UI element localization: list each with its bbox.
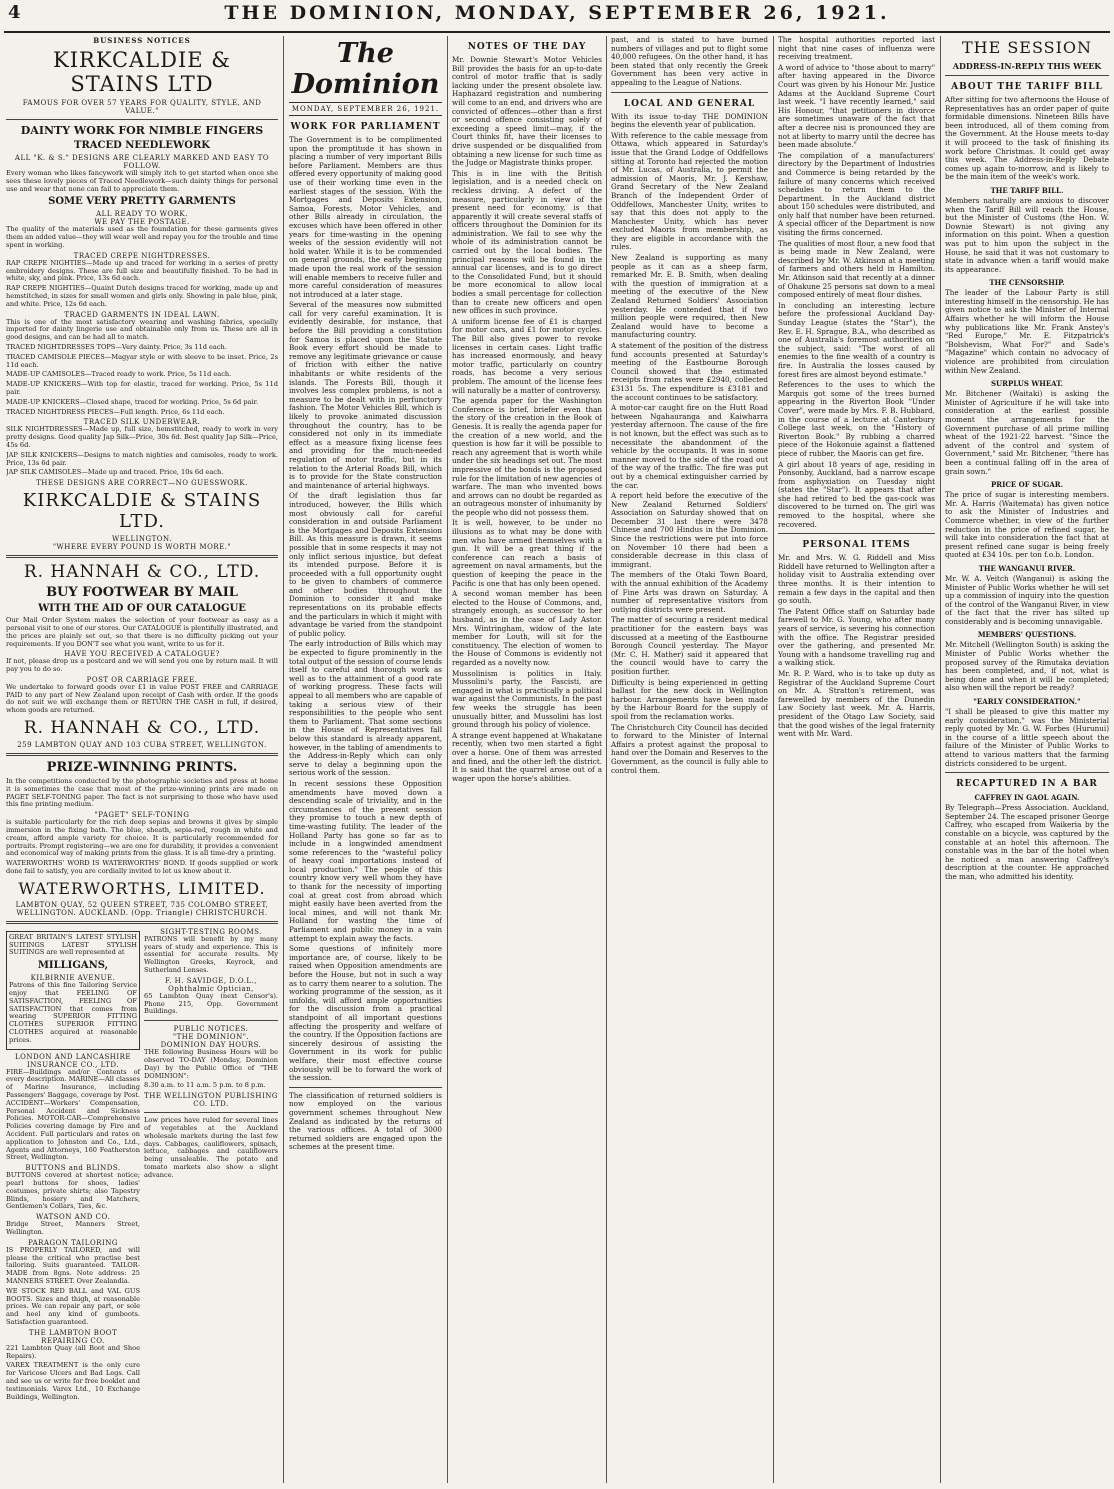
article-paragraph: Members naturally are anxious to discover when the Tariff Bill will reach the House, but the Minister of Customs (the Hon. W. Downie Stewart) is not giving any information on this point. When a question was put to him upon the subject in the House, he said that it was not customary to state in advance when a tariff would make its appearance. (945, 195, 1109, 274)
article-paragraph: Several of the measures now submitted call for very careful examination. It is evidently desirable, for instance, that before the Bill providing a constitution for Samoa is placed upon the Statute Book every effort should be made to remove any legitimate grievance or cause of friction with either the native inhabitants or white residents of the islands. The Forests Bill, though it involves less complex problems, is not a measure to be dealt with in perfunctory fashion. The Motor Vehicles Bill, which is likely to provoke animated discussion throughout the country, has to be considered not only in its immediate effect as a measure fixing license fees and providing for the much-needed regulation of motor traffic, but in its relation to the Arterial Roads Bill, which is to provide for the State construction and maintenance of arterial highways. (289, 300, 442, 490)
tariff-heading: ABOUT THE TARIFF BILL (951, 82, 1103, 92)
notes-column (452, 36, 602, 1483)
hannah-title-2: R. HANNAH & CO., LTD. (23, 718, 261, 739)
buttons-heading: BUTTONS and BLINDS. (25, 1164, 121, 1173)
ad-paragraph: Low prices have ruled for several lines of vegetables at the Auckland wholesale markets during the last few days. Cabbages, cauliflowers, spinach, lettuce, cabbages and cauliflowers being unsaleable. The potato and tomato markets also show a slight advance. (144, 1116, 278, 1179)
subheading: TRACED GARMENTS IN IDEAL LAWN. (64, 310, 220, 319)
column-rule (606, 36, 607, 1483)
subheading: THE TARIFF BILL. (990, 185, 1064, 195)
ad-paragraph: is suitable particularly for the rich deep sepias and browns it gives by simple immersion in the fixing bath. The blue, sheath, sepia-red, rough in white and cream, afford ample variety for choice. It is particularly recommended for portraits. Prompt registering—we are one for durability, it provides a convenient and economical way of making prints from the glass. It is all time-dry a printing. (6, 818, 278, 858)
ad-paragraph: THE following Business Hours will be observed TO-DAY (Monday, Dominion Day) by the Public Office of "THE DOMINION": (144, 1048, 278, 1080)
ad-item: RAP CREPE NIGHTIES—Made up and traced for working in a series of pretty embroidery designs. These are full size and beautifully finished. To be had in white, sky, and pink. Price, 13s 6d each. (6, 258, 278, 283)
subheading: THE WANGANUI RIVER. (978, 563, 1076, 573)
subheading: TRACED SILK UNDERWEAR. (83, 418, 201, 427)
notes-heading: NOTES OF THE DAY (467, 42, 587, 52)
article-paragraph: In concluding an interesting lecture before the professional Auckland Day-Sunday League (states the "Star"), the Rev. E. H. Sprague, B.A., who described as one of Australia's foremost authorities on the subject, said: "The worst of all enemies to the fine wealth of a country is fire. In Australia the losses caused by forest fires are almost beyond estimate." (778, 300, 935, 379)
subheading: PRICE OF SUGAR. (990, 480, 1064, 490)
article-paragraph: The Government is to be complimented upon the promptitude it has shown in placing a number of very important Bills before Parliament. Members are thus offered every opportunity of making good use of their working time even in the earliest stages of the session. With the Mortgages and Deposits Extension, Samoa, Forests, Motor Vehicles, and other Bills already in circulation, the excuses which have been offered in other years for time-wasting in the opening weeks of the session evidently will not hold water. While it is to be commended on general grounds, the early beginning made upon the real work of the session will enable members to receive fuller and more careful consideration of measures not introduced at a later stage. (289, 135, 442, 299)
waterworths-addresses: LAMBTON QUAY, 52 QUEEN STREET, 735 COLOMBO STREET, (15, 900, 269, 909)
article-paragraph: By Telegraph—Press Association. Auckland, September 24. The escaped prisoner George Caffrey, who escaped from Waikeria by the constable on a bicycle, was captured by the constable at an hotel this afternoon. The constable was in the bar of the hotel when he noticed a man answering Caffrey's description at the counter. He approached the man, who admitted his identity. (945, 803, 1109, 881)
divider (6, 555, 278, 558)
article-paragraph: Of the draft legislation thus far introduced, however, the Bills which most obviously call for careful consideration in and outside Parliament is the Mortgages and Deposits Extension Bill. As this measure is drawn, it seems possible that in some respects it may not only inflict serious injustice, but defeat its intended purpose. Before it is proceeded with a full opportunity ought to be given to chambers of commerce and other bodies throughout the Dominion to consider it and make representations on its probable effects and the particulars in which it might with advantage be varied from the standpoint of public policy. (289, 491, 442, 638)
address-reply-subhead: ADDRESS-IN-REPLY THIS WEEK (952, 61, 1102, 71)
subheading: POST OR CARRIAGE FREE. (86, 675, 198, 684)
worth-more-slogan: "WHERE EVERY POUND IS WORTH MORE." (52, 543, 232, 552)
lambton-boot-title: THE LAMBTON BOOT REPAIRING CO. (28, 1328, 118, 1345)
ad-paragraph: We undertake to forward goods over £1 in value POST FREE and CARRIAGE PAID to any part of New Zealand upon receipt of Cash with order. If the goods do not suit we will exchange them or RETURN THE CASH in full, if desired, whom goods are returned. (6, 682, 278, 715)
divider (6, 119, 278, 120)
ad-item: RAP CREPE NIGHTIES—Quaint Dutch designs traced for working, made up and hemstitched, in sizes for small women and girls only. Showing in pale blue, pink, and white. Price, 12s 6d each. (6, 284, 278, 308)
top-rule (4, 31, 1110, 33)
masthead (0, 0, 1114, 30)
article-paragraph: Mr. Mitchell (Wellington South) is asking the Minister of Public Works whether the proposed survey of the Rimutaka deviation has been completed, and, if not, what is being done and when it will be completed; also when will the report be ready? (945, 640, 1109, 693)
dominion-label: "THE DOMINION". (172, 1033, 250, 1042)
ad-paragraph: 221 Lambton Quay (all Boot and Shoe Repairs). (6, 1343, 140, 1360)
ad-item: MADE-UP KNICKERS—With top for elastic, traced for working. Price, 5s 11d pair. (6, 380, 278, 396)
article-paragraph: Some questions of infinitely more importance are, of course, likely to be raised when Opposition amendments are before the House, but not in such a way as to carry them nearer to a solution. The working programme of the session, as it unfolds, will afford ample opportunities for the discussion from a practical standpoint of all important questions affecting the prosperity and welfare of the country. If the Opposition factions are sincerely desirous of assisting the Government in its work for public welfare, their most effective course obviously will be to forward the work of the session. (289, 944, 442, 1083)
editorial-heading: WORK FOR PARLIAMENT (290, 122, 441, 132)
ad-item: JAP SILK CAMISOLES—Made up and traced. Price, 10s 6d each. (6, 468, 224, 477)
subheading: SURPLUS WHEAT. (991, 379, 1063, 389)
session-column (945, 36, 1109, 1483)
article-paragraph: Mr. and Mrs. W. G. Riddell and Miss Riddell have returned to Wellington after a holiday visit to Australia extending over three months. It is their intention to remain a few days in the capital and then go south. (778, 553, 935, 606)
column-rule (940, 36, 941, 1483)
article-paragraph: The agenda paper for the Washington Conference is brief, briefer even than the story of the creation in the Book of Genesis. It is really the agenda paper for the creation of a new world, and the question is how far it will be possible to reach any agreement that is worth while under the six headings set out. The most impressive of the bonds is the proposed rule for the limitation of new agencies of warfare. The man who invented bows and arrows can no doubt be regarded as an outrageous monster of inhumanity by the people who did not possess them. (452, 396, 602, 517)
article-paragraph: The members of the Otaki Town Board, with the annual exhibition of the Academy of Fine Arts was drawn on Saturday. A number of representative visitors from outlying districts were present. (611, 570, 768, 614)
public-notices-heading: PUBLIC NOTICES. (173, 1025, 249, 1034)
ad-paragraph: The quality of the materials used as the foundation for these garments gives them an added value—they will wear well and repay you for the trouble and time spent in working. (6, 225, 278, 249)
article-paragraph: The matter of securing a resident medical practitioner for the eastern bays was discussed at a meeting of the Eastbourne Borough Council yesterday. The Mayor (Mr. C. H. Mather) said it appeared that the council would have to carry the position further. (611, 615, 768, 676)
article-paragraph: A word of advice to "those about to marry" after having appeared in the Divorce Court was given by his Honour Mr. Justice Adams at the Auckland Supreme Court last week. "I have recently learned," said His Honour, "that petitioners in divorce are sometimes unaware of the fact that after a decree nisi is pronounced they are not at liberty to marry until the decree has been made absolute." (778, 62, 935, 150)
dominion-masthead: The Dominion (291, 38, 440, 100)
ad-paragraph: This is one of the most satisfactory wearing and washing fabrics, specially imported for dainty lingerie use and obtainable only from us. These are all in good designs, and can be had all to match. (6, 317, 278, 342)
hours-times: 8.30 a.m. to 11 a.m. 5 p.m. to 8 p.m. (144, 1081, 266, 1090)
newspaper-title: THE DOMINION, MONDAY, SEPTEMBER 26, 1921. (224, 2, 890, 24)
news-column (778, 36, 935, 1483)
ad-paragraph: In the competitions conducted by the photographic societies and press at home it is sometimes the case that most of the prize-winning prints are made on PAGET SELF-TONING paper. The fact is not surprising to those who have used this fine printing medium. (6, 777, 278, 809)
two-up-ads (6, 928, 278, 1403)
divider (945, 772, 1109, 773)
divider (6, 753, 278, 756)
divider (611, 92, 768, 93)
article-paragraph: A second woman member has been elected to the House of Commons, and, strangely enough, as successor to her husband, as in the case of Lady Astor. Mrs. Wintringham, widow of the late member for Louth, will sit for the constituency. The election of women to the House of Commons is evidently not regarded as a novelty now. (452, 589, 602, 667)
article-paragraph: It is well, however, to be under no illusions as to what may be done with men who have armed themselves with a gun. It will be a great thing if the conference can reach a basis of agreement on naval armaments, but the question of keeping the peace in the Pacific is one that has only been opened. (452, 518, 602, 588)
hours-heading: DOMINION DAY HOURS. (160, 1041, 262, 1050)
editorial-column (289, 36, 442, 1483)
article-paragraph: A motor-car caught fire on the Hutt Road between Ngahauranga and Kaiwharra yesterday afternoon. The cause of the fire is not known, but the effect was such as to necessitate the abandonment of the vehicle by the occupants. It was in some manner moved to the side of the road out of the way of the traffic. The fire was put out by a chemical extinguisher carried by the car. (611, 403, 768, 490)
article-paragraph: The classification of returned soldiers is now employed on the various government schemes throughout New Zealand as indicated by the returns of the various offices. A total of 3000 returned soldiers are engaged upon the schemes at the present time. (289, 1090, 442, 1152)
article-paragraph: A girl about 18 years of age, residing in Ponsonby, Auckland, had a narrow escape from asphyxiation on Tuesday night (states the "Star"). It appears that after she had retired to bed the gas-cock was discovered to be turned on. The girl was removed to the hospital, where she recovered. (778, 459, 935, 529)
ad-paragraph: Our Mail Order System makes the selection of your footwear as easy as a personal visit to one of our stores. Our CATALOGUE is plentifully illustrated, and the prices are plainly set out, so that there is no difficulty picking out your requirements. If you DON'T see what you want, write to us for it. (6, 616, 278, 648)
ad-item: TRACED CAMISOLE PIECES—Magyar style or with sleeve to be inset. Price, 2s 11d each. (6, 352, 278, 369)
article-paragraph: Mr. W. A. Veitch (Wanganui) is asking the Minister of Public Works whether he will set up a commission of inquiry into the question of the control of the Wanganui River, in view of the fact that the river has silted up considerably and is becoming unnavigable. (945, 573, 1109, 626)
divider (6, 921, 278, 924)
pretty-garments-heading: SOME VERY PRETTY GARMENTS (48, 196, 236, 208)
article-paragraph: The price of sugar is interesting members. Mr. A. Harris (Waitemata) has given notice to ask the Minister of Industries and Commerce whether, in view of the further reduction in the price of refined sugar, he will take into consideration the fact that at present refined cane sugar is being freely quoted at £34 10s. per ton f.o.b. London. (945, 490, 1109, 560)
paragon-title: PARAGON TAILORING (28, 1238, 118, 1247)
local-column (611, 36, 768, 1483)
article-paragraph: The Patent Office staff on Saturday bade farewell to Mr. G. Young, who after many years of service, is severing his connection with the office. The Registrar presided over the gathering, and presented Mr. Young with a handsome travelling rug and a walking stick. (778, 606, 935, 668)
milligans-title: MILLIGANS, (37, 960, 109, 972)
waterworths-title: WATERWORTHS, LIMITED. (18, 878, 266, 898)
ad-item: SILK NIGHTDRESSES—Made up, full size, hemstitched, ready to work in very pretty designs. Good quality Jap Silk—Price, 30s 6d. Best quality Jap Silk—Price, 45s 6d. (6, 425, 278, 449)
left-ads (6, 928, 140, 1403)
kirkcaldie-title: KIRKCALDIE & STAINS LTD (53, 48, 231, 96)
article-paragraph: With its issue to-day THE DOMINION begins the eleventh year of publication. (611, 111, 768, 130)
article-paragraph: A uniform license fee of £1 is charged for motor cars, and £1 for motor cycles. The Bill also gives power to revoke licenses in certain cases. Light traffic has increased enormously, and heavy motor traffic, particularly on country roads, has become a very serious problem. The amount of the license fees will naturally be a matter of controversy. (452, 316, 602, 395)
subheading: "PAGET" SELF-TONING (94, 811, 190, 820)
ad-paragraph: VAREX TREATMENT is the only cure for Varicose Ulcers and Bad Legs. Call and see us or write for free booklet and testimonials. Varex Ltd., 10 Exchange Buildings, Wellington. (6, 1361, 140, 1401)
article-paragraph: Mr. R. P. Ward, who is to take up duty as Registrar of the Auckland Supreme Court on Mr. A. Stratton's retirement, was farewelled by members of the Dunedin Law Society last week. Mr. A. Harris, president of the Otago Law Society, said that the good wishes of the legal fraternity went with Mr. Ward. (778, 668, 935, 739)
ad-paragraph: FIRE—Buildings and/or Contents of every description. MARINE—All classes of Marine Insurance, including Passengers' Baggage, coverage by Post. ACCIDENT—Workers' Compensation, Personal Accident and Sickness Policies. MOTOR-CAR—Comprehensive Policies covering damage by Fire and Accident. Full particulars and rates on application to Johnston and Co., Ltd., Agents and Attorneys, 160 Featherston Street, Wellington. (6, 1067, 140, 1162)
dainty-heading: DAINTY WORK FOR NIMBLE FINGERS (20, 124, 264, 137)
milligans-ad (6, 931, 140, 1050)
subheading: THE CENSORSHIP. (989, 278, 1065, 288)
subheading: TRACED CREPE NIGHTDRESSES. (73, 251, 211, 260)
article-paragraph: The early introduction of Bills which may be expected to figure prominently in the total output of the session of course lends itself to careful and thorough work as well as to the attainment of a good rate of working progress. These facts will appeal to all members who are capable of taking a serious view of their responsibilities to the people who sent them to Parliament. That some sections in the House of Representatives fall below this standard is already apparent, however, in the tabling of amendments to the Address-in-Reply which can only serve to delay a beginning upon the serious work of the session. (289, 639, 442, 778)
divider (289, 1087, 442, 1088)
kirkcaldie-tagline: FAMOUS FOR OVER 57 YEARS FOR QUALITY, STYLE, AND VALUE." (22, 99, 262, 115)
ad-paragraph: GREAT BRITAIN'S LATEST STYLISH SUITINGS LATEST STYLISH SUITINGS are well represented at (9, 932, 137, 957)
ad-item: TRACED NIGHTDRESSES TOPS—Very dainty. Price, 3s 11d each. (6, 342, 227, 351)
article-paragraph: Mr. Downie Stewart's Motor Vehicles Bill provides the basis for an up-to-date control of motor traffic that is sadly lacking under the present obsolete law. Haphazard registration and numbering will come to an end, and drivers who are convicted of offences—other than a first or second offence consisting solely of exceeding a speed limit—may, if the Court thinks fit, have their licenses to drive suspended or be disqualified from obtaining a new license for such time as the Judge or Magistrate thinks proper. (452, 55, 602, 168)
ad-item: MADE-UP CAMISOLES—Traced ready to work. Price, 5s 11d each. (6, 370, 232, 379)
article-paragraph: In recent sessions these Opposition amendments have moved down a descending scale of triviality, and in the circumstances of the present session they promise to touch a new depth of time-wasting futility. The leader of the Holland Party has gone so far as to include in a longwinded amendment some references to the "wasteful policy of heavy coal importations instead of local production." The people of this country know very well whom they have to thank for the necessity of importing coal at great cost from abroad which might easily have been averted from the local mines, and will not thank Mr. Holland for wasting the time of Parliament and public money in a vain attempt to explain away the facts. (289, 778, 442, 943)
subheading: THESE DESIGNS ARE CORRECT—NO GUESSWORK. (36, 479, 248, 488)
column-rule (447, 36, 448, 1483)
divider (778, 533, 935, 534)
article-paragraph: The leader of the Labour Party is still interesting himself in the censorship. He has given notice to ask the Minister of Internal Affairs whether he will inform the House why publications like Mr. Frank Anstey's "Red Europe," Mr. E. Fitzpatrick's "Bolshevism, What For?" and Sade's "Magazine" which contain no advocacy of violence are prohibited from circulation within New Zealand. (945, 288, 1109, 375)
article-paragraph: References to the uses to which the Marquis got some of the trees burned appearing in the Riverton Book "Under Cover", were made by Mrs. F. B. Hubbard, in the course of a lecture at Canterbury College last week, on the "History of Riverton Book." By rubbing a charred piece of the Hokonuie against a flattened piece of rubber, the Maoris can get fire. (778, 380, 935, 458)
wellington-label: WELLINGTON. (112, 535, 172, 544)
london-heading: LONDON AND LANCASHIRE INSURANCE CO., LTD. (14, 1052, 132, 1069)
ready-to-work: ALL READY TO WORK. (96, 210, 188, 219)
article-paragraph: A strange event happened at Whakatane recently, when two men started a fight over a horse. One of them was arrested and fined, and the other left the district. It is said that the quarrel arose out of a wager upon the horse's abilities. (452, 730, 602, 783)
catalogue-heading: WITH THE AID OF OUR CATALOGUE (38, 603, 246, 615)
dateline: MONDAY, SEPTEMBER 26, 1921. (289, 102, 442, 116)
business-notices-label: BUSINESS NOTICES (93, 36, 191, 45)
page-number: 4 (8, 2, 21, 23)
ad-item: MADE-UP KNICKERS—Closed shape, traced for working. Price, 5s 6d pair. (6, 397, 259, 406)
traced-needlework-heading: TRACED NEEDLEWORK (74, 140, 210, 151)
hannah-address: 259 LAMBTON QUAY AND 103 CUBA STREET, WELLINGTON. (17, 741, 267, 750)
column-rule (283, 36, 284, 1483)
prize-heading: PRIZE-WINNING PRINTS. (46, 760, 238, 776)
article-paragraph: A statement of the position of the distress fund accounts presented at Saturday's meeting of the Eastbourne Borough Council showed that the estimated receipts from rates were £2940, collected £3131 5s. The expenditure is £3181 and the account continues to be satisfactory. (611, 341, 768, 402)
advertisement-column (6, 36, 278, 1483)
article-paragraph: This is in line with the British legislation, and is a needed check on reckless driving. A defect of the measure, particularly in view of the present need for economy, is that apparently it will create several staffs of officers throughout the Dominion for its administration. We fail to see why the whole of its administration cannot be carried out by the local bodies. The principal reasons will be found in the annual car licenses, and is to go direct to the Consolidated Fund, but it should be more economical to allow local bodies a small percentage for collection than to create new officers and open new offices in such province. (452, 168, 602, 316)
article-paragraph: The Christchurch City Council has decided to forward to the Minister of Internal Affairs a protest against the proposal to hand over the Domain and Reserves to the Government, as the council is fully able to control them. (611, 722, 768, 775)
watson-title: WATSON AND CO. (36, 1213, 110, 1222)
recaptured-heading: RECAPTURED IN A BAR (956, 779, 1098, 790)
ad-paragraph: WATERWORTHS' WORD IS WATERWORTHS' BOND. If goods supplied or work done fail to satisfy, you are cordially invited to let us know about it. (6, 859, 278, 876)
personal-heading: PERSONAL ITEMS (802, 540, 911, 551)
subheading: "EARLY CONSIDERATION." (973, 697, 1081, 707)
ad-paragraph: WE STOCK RED BALL and VAL GUS BOOTS. Sizes and thigh, at reasonable prices. We can repair any part, or sole and heel any kind of gumboots. Satisfaction guaranteed. (6, 1286, 140, 1326)
ad-paragraph: 65 Lambton Quay (next Censor's). Phone 215, Opp. Government Buildings. (144, 991, 278, 1016)
ad-paragraph: IS PROPERLY TAILORED, and will please the critical who practise best tailoring. Suits guaranteed. TAILOR-MADE from 8gns. Note address: 25 MANNERS STREET. Over Zealandia. (6, 1245, 140, 1285)
article-paragraph: past, and is stated to have burned numbers of villages and put to flight some 40,000 refugees. On the other hand, it has been stated that only recently the Greek Government has been very active in appealing to the League of Nations. (611, 36, 768, 87)
divider (144, 1020, 278, 1021)
ad-paragraph: Every woman who likes fancywork will simply itch to get started when once she sees these lovely pieces of Traced Needlework—such dainty things for personal use and wear that none can fail to appreciate them. (6, 169, 278, 193)
savidge-name: F. H. SAVIDGE, D.O.L., (164, 976, 258, 985)
subheading: HAVE YOU RECEIVED A CATALOGUE? (64, 650, 220, 659)
article-paragraph: Mr. Bitchener (Waitaki) is asking the Minister of Agriculture if he will take into consideration at the earliest possible moment the arrangements for the Government purchase of all prime milling wheat of the 1921-22 harvest. "Since the advent of the control and system of Government," said Mr. Bitchener, "there has been a continual falling off in the area of grain sown." (945, 389, 1109, 476)
article-paragraph: "I shall be pleased to give this matter my early consideration," was the Ministerial reply quoted by Mr. G. W. Forbes (Hurunui) in the course of a little speech about the failure of the Minister of Public Works to attend to various matters that the farming districts considered to be urgent. (945, 707, 1109, 768)
article-paragraph: Difficulty is being experienced in getting ballast for the new dock in Wellington harbour. Arrangements have been made by the Harbour Board for the supply of spoil from the reclamation works. (611, 677, 768, 721)
waterworths-cities: WELLINGTON. AUCKLAND. (Opp. Triangle) CHRISTCHURCH. (16, 908, 268, 917)
article-paragraph: After sitting for two afternoons the House of Representatives has an order paper of quite formidable dimensions. Nineteen Bills have been introduced, all of them coming from the Government. At the House meets to-day it will proceed to the task of finishing its work before Christmas. It could get away this week. The Address-in-Reply Debate comes up again to-morrow, and is likely to be the main item of the week's work. (945, 95, 1109, 182)
article-paragraph: The hospital authorities reported last night that nine cases of influenza were receiving treatment. (778, 36, 935, 62)
article-paragraph: The compilation of a manufacturers' directory by the Department of Industries and Commerce is being retarded by the failure of many concerns which received schedules to return them to the Department. In the Auckland district about 150 schedules were distributed, and only half that number have been returned. A special officer of the Department is now visiting the firms concerned. (778, 150, 935, 238)
article-paragraph: The qualities of most flour, a new food that is being made in New Zealand, were described by Mr. W. Atkinson at a meeting of farmers and others held in Hamilton. Mr. Atkinson said that recently at a dinner of Ohakune 25 persons sat down to a meal composed entirely of meat flour dishes. (778, 238, 935, 300)
wpc-label: THE WELLINGTON PUBLISHING CO. LTD. (144, 1092, 278, 1109)
divider (144, 1112, 278, 1113)
ad-item: TRACED NIGHTDRESS PIECES—Full length. Price, 6s 11d each. (6, 407, 225, 416)
kirkcaldie-title-2: KIRKCALDIE & STAINS LTD. (22, 490, 262, 533)
right-ads (144, 928, 278, 1403)
designs-note: ALL "K. & S." DESIGNS ARE CLEARLY MARKED AND EASY TO FOLLOW. (14, 154, 270, 170)
ad-paragraph: BUTTONS covered at shortest notice; pearl buttons for shoes, ladies' costumes, private shirts; also Tapestry Blinds, hosiery and Matchers, Gentlemen's Collars, Ties, &c. (6, 1171, 140, 1211)
optician-label: Ophthalmic Optician, (168, 984, 254, 993)
article-paragraph: Mussolinism is politics in Italy. Mussolini's party, the Fascisti, are engaged in what is practically a political war against the Communists. In the past few weeks the struggle has been unusually bitter, and Mussolini has lost ground through his policy of violence. (452, 668, 602, 730)
session-heading: THE SESSION (961, 38, 1093, 57)
ad-item: JAP SILK KNICKERS—Designs to match nighties and camisoles, ready to work. Price, 13s 6d pair. (6, 450, 278, 467)
ad-paragraph: PATRONS will benefit by my many years of study and experience. This is essential for accurate results. My Wellington Greeks, Keyrock, and Sutherland Lenses. (144, 934, 278, 975)
article-paragraph: With reference to the cable message from Ottawa, which appeared in Saturday's issue that the Grand Lodge of Oddfellows sitting at Toronto had rejected the motion of Mr. Lucas, of Australia, to permit the admission of Maoris, Mr. J. Kershaw, Grand Secretary of the New Zealand Branch of the Independent Order of Oddfellows, Manchester Unity, writes to say that this does not apply to the Manchester Unity, which has never excluded Maoris from membership, as they are eligible in accordance with the rules. (611, 130, 768, 252)
pay-postage: WE PAY THE POSTAGE. (94, 218, 190, 227)
footwear-heading: BUY FOOTWEAR BY MAIL (46, 585, 238, 601)
subheading: CAFFREY IN GAOL AGAIN. (974, 793, 1080, 803)
subheading: MEMBERS' QUESTIONS. (977, 630, 1077, 640)
article-paragraph: A report held before the executive of the New Zealand Returned Soldiers' Association on Saturday showed that on December 31 last there were 3478 Chinese and 700 Hindus in the Dominion. Since the restrictions were put into force on November 10 there had been a considerable decrease in this class of immigrant. (611, 491, 768, 569)
hannah-title: R. HANNAH & CO., LTD. (23, 562, 261, 583)
milligans-sub: KILBIRNIE AVENUE. (30, 974, 116, 983)
ad-paragraph: Bridge Street, Manners Street, Wellington. (6, 1220, 140, 1236)
ad-paragraph: Patrons of this fine Tailoring Service enjoy that FEELING OF SATISFACTION, FEELING OF SATISFACTION that comes from wearing SUPERIOR FITTING CLOTHES SUPERIOR FITTING CLOTHES acquired at reasonable prices. (9, 981, 137, 1044)
column-rule (773, 36, 774, 1483)
ad-paragraph: If not, please drop us a postcard and we will send you one by return mail. It will pay you to do so. (6, 657, 278, 674)
sight-heading: SIGHT-TESTING ROOMS. (160, 927, 262, 936)
local-heading: LOCAL AND GENERAL (623, 98, 756, 109)
divider (945, 75, 1109, 76)
article-paragraph: New Zealand is supporting as many people as it can as a sheep farm, remarked Mr. E. B. Smith, when dealing with the question of immigration at a meeting of the executive of the New Zealand Returned Soldiers' Association yesterday. He contended that if two million people were required, then New Zealand would have to become a manufacturing country. (611, 253, 768, 340)
